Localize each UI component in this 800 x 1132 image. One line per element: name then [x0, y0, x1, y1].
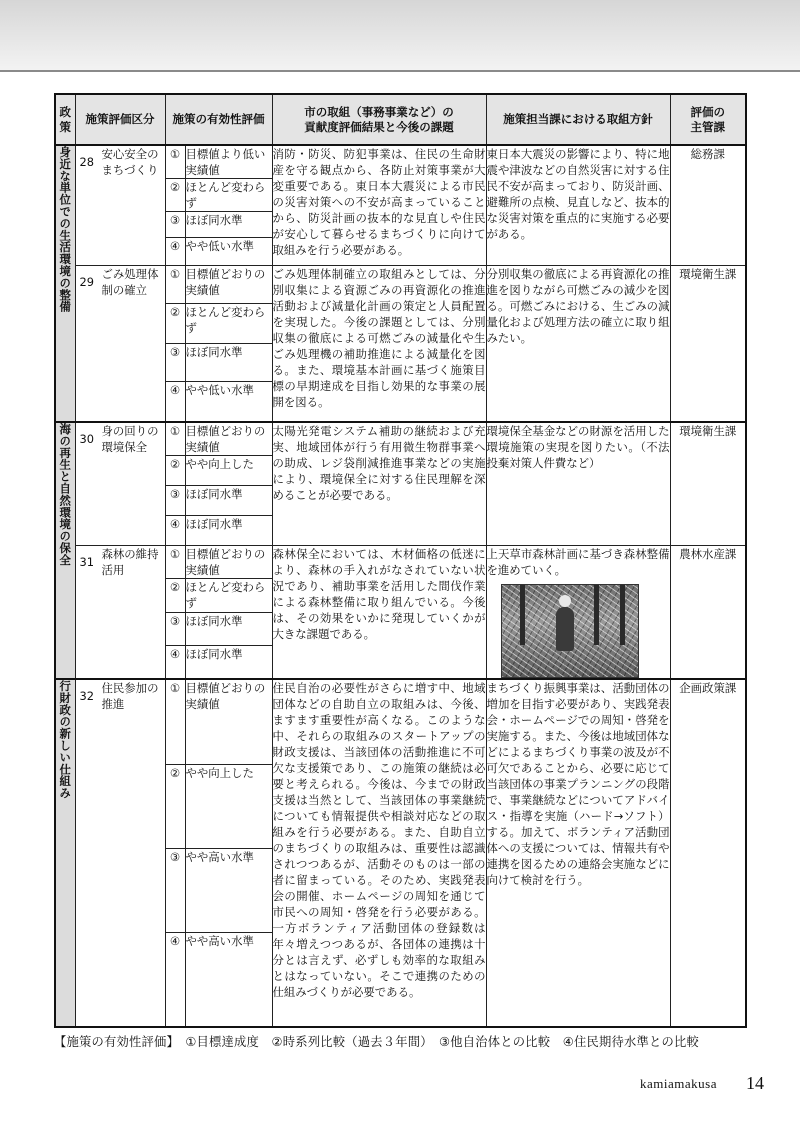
policy-cell: 海の再生と自然環境の保全 [55, 422, 75, 679]
criterion-result: 目標値どおりの実績値 [185, 266, 272, 304]
header-policy: 政策 [55, 94, 75, 145]
criterion-result: 目標値どおりの実績値 [185, 679, 272, 765]
table-row [55, 679, 746, 765]
criterion-result: 目標値どおりの実績値 [185, 545, 272, 579]
category-cell: 32 住民参加の推進 [75, 679, 165, 1027]
dept-cell: 農林水産課 [670, 545, 746, 679]
evaluation-text: 太陽光発電システム補助の継続および充実、地域団体が行う有用微生物群事業への助成、レジ袋削減推進事業などの実施により、環境保全に対する住民理解を深めることが必要である。 [272, 422, 486, 546]
policy-cell: 身近な単位での生活環境の整備 [55, 145, 75, 422]
criterion-result: やや向上した [185, 765, 272, 849]
table-row [55, 266, 746, 304]
direction-text: 環境保全基金などの財源を活用した環境施策の実現を図りたい。（不法投棄対策人件費など） [486, 422, 670, 546]
direction-text: 東日本大震災の影響により、特に地震や津波などの自然災害に対する住民不安が高まっており、防災計画、避難所の点検、見直しなど、抜本的な災害対策を重点的に実施する必要がある。 [486, 145, 670, 266]
direction-text: 分別収集の徹底による再資源化の推進を図りながら可燃ごみの減少を図る。可燃ごみにおける、生ごみの減量化および処理方法の確立に取り組みたい。 [486, 266, 670, 422]
header-band [0, 0, 800, 70]
header-category: 施策評価区分 [75, 94, 165, 145]
criterion-number: ① [165, 145, 185, 179]
evaluation-table [54, 93, 747, 1028]
category-cell: 29 ごみ処理体制の確立 [75, 266, 165, 422]
criterion-number: ③ [165, 613, 185, 646]
effectiveness-legend: 【施策の有効性評価】 ①目標達成度 ②時系列比較（過去３年間） ③他自治体との比較 ④住民期待水準との比較 [54, 1035, 699, 1049]
header-dept: 評価の 主管課 [670, 94, 746, 145]
criterion-result: ほとんど変わらず [185, 304, 272, 344]
direction-text: まちづくり振興事業は、活動団体の増加を目指す必要があり、実践発表会・ホームページでの周知・啓発を実施する。また、今後は地域団体などによるまちづくり事業の波及が不可欠であることから、必要に応じて当該団体の事業プランニングの段階で、事業継続などについてアドバイス・指導を実施（ハード→ソフト）する。加えて、ボランティア活動団体への支援については、情報共有や連携を図るための連絡会実施などに向けて検討を行う。 [486, 679, 670, 1027]
criterion-number: ③ [165, 344, 185, 382]
evaluation-text: ごみ処理体制確立の取組みとしては、分別収集による資源ごみの再資源化の推進活動および減量化計画の策定と人員配置を実現した。今後の課題としては、分別収集の徹底による可燃ごみの減量化や生ごみ処理機の補助推進による減量化を図る。また、環境基本計画に基づく施策目標の早期達成を目指し効果的な事業の展開を図る。 [272, 266, 486, 422]
header-evaluation: 市の取組（事務事業など）の 貢献度評価結果と今後の課題 [272, 94, 486, 145]
category-cell: 28 安心安全のまちづくり [75, 145, 165, 266]
criterion-number: ④ [165, 238, 185, 266]
forest-work-photo [501, 584, 639, 678]
criterion-result: やや低い水準 [185, 238, 272, 266]
criterion-number: ④ [165, 646, 185, 679]
criterion-result: ほぼ同水準 [185, 344, 272, 382]
footer-brand: kamiamakusa [640, 1076, 717, 1091]
criterion-number: ③ [165, 212, 185, 238]
dept-cell: 総務課 [670, 145, 746, 266]
criterion-result: ほとんど変わらず [185, 579, 272, 613]
criterion-number: ③ [165, 485, 185, 515]
dept-cell: 環境衛生課 [670, 266, 746, 422]
criterion-result: やや高い水準 [185, 933, 272, 1027]
criterion-result: ほとんど変わらず [185, 179, 272, 212]
evaluation-text: 住民自治の必要性がさらに増す中、地域団体などの自助自立の取組みは、今後、ますます重要性が高くなる。このような中、それらの取組みのスタートアップの財政支援は、当該団体の活動推進に不可欠な支援策であり、この施策の継続は必要と考えられる。今後は、今までの財政支援は当然として、当該団体の事業継続についても情報提供や相談対応などの取組みを行う必要がある。また、自助自立のまちづくりの取組みは、重要性は認識されつつあるが、活動そのものは一部の者に留まっている。そのため、実践発表会の開催、ホームページの周知を通じて市民への周知・啓発を行う必要がある。一方ボランティア活動団体の登録数は年々増えつつあるが、各団体の連携は十分とは言えず、必ずしも効率的な取組みとはなっていない。そこで連携のための仕組みづくりが必要である。 [272, 679, 486, 1027]
header-direction: 施策担当課における取組方針 [486, 94, 670, 145]
criterion-result: やや高い水準 [185, 849, 272, 933]
criterion-number: ② [165, 765, 185, 849]
criterion-result: やや低い水準 [185, 382, 272, 422]
table-row [55, 422, 746, 456]
criterion-number: ④ [165, 382, 185, 422]
dept-cell: 企画政策課 [670, 679, 746, 1027]
criterion-number: ① [165, 266, 185, 304]
evaluation-text: 消防・防災、防犯事業は、住民の生命財産を守る観点から、各防止対策事業が大変重要である。東日本大震災による市民の災害対策への不安が高まっていることから、防災計画の抜本的な見直しや住民が安心して暮らせるまちづくりに向けて取組みを行う必要がある。 [272, 145, 486, 266]
direction-text: 上天草市森林計画に基づき森林整備を進めていく。 [486, 545, 670, 679]
header-rule [0, 70, 800, 72]
criterion-result: ほぼ同水準 [185, 485, 272, 515]
criterion-result: ほぼ同水準 [185, 212, 272, 238]
criterion-result: ほぼ同水準 [185, 613, 272, 646]
criterion-number: ① [165, 422, 185, 456]
criterion-result: ほぼ同水準 [185, 515, 272, 545]
criterion-number: ① [165, 679, 185, 765]
criterion-number: ① [165, 545, 185, 579]
criterion-number: ④ [165, 515, 185, 545]
table-row [55, 545, 746, 579]
criterion-number: ② [165, 579, 185, 613]
criterion-result: やや向上した [185, 455, 272, 485]
header-effectiveness: 施策の有効性評価 [165, 94, 272, 145]
policy-cell: 行財政の新しい仕組み [55, 679, 75, 1027]
criterion-result: 目標値より低い実績値 [185, 145, 272, 179]
criterion-result: 目標値どおりの実績値 [185, 422, 272, 456]
dept-cell: 環境衛生課 [670, 422, 746, 546]
table-row [55, 145, 746, 179]
criterion-number: ② [165, 179, 185, 212]
criterion-number: ② [165, 455, 185, 485]
criterion-number: ③ [165, 849, 185, 933]
table-header-row [55, 94, 746, 145]
criterion-result: ほぼ同水準 [185, 646, 272, 679]
page-number: 14 [746, 1073, 764, 1093]
category-cell: 31 森林の維持活用 [75, 545, 165, 679]
evaluation-text: 森林保全においては、木材価格の低迷により、森林の手入れがなされていない状況であり、補助事業を活用した間伐作業による森林整備に取り組んでいる。今後は、その効果をいかに発現していくかが大きな課題である。 [272, 545, 486, 679]
criterion-number: ② [165, 304, 185, 344]
criterion-number: ④ [165, 933, 185, 1027]
category-cell: 30 身の回りの環境保全 [75, 422, 165, 546]
